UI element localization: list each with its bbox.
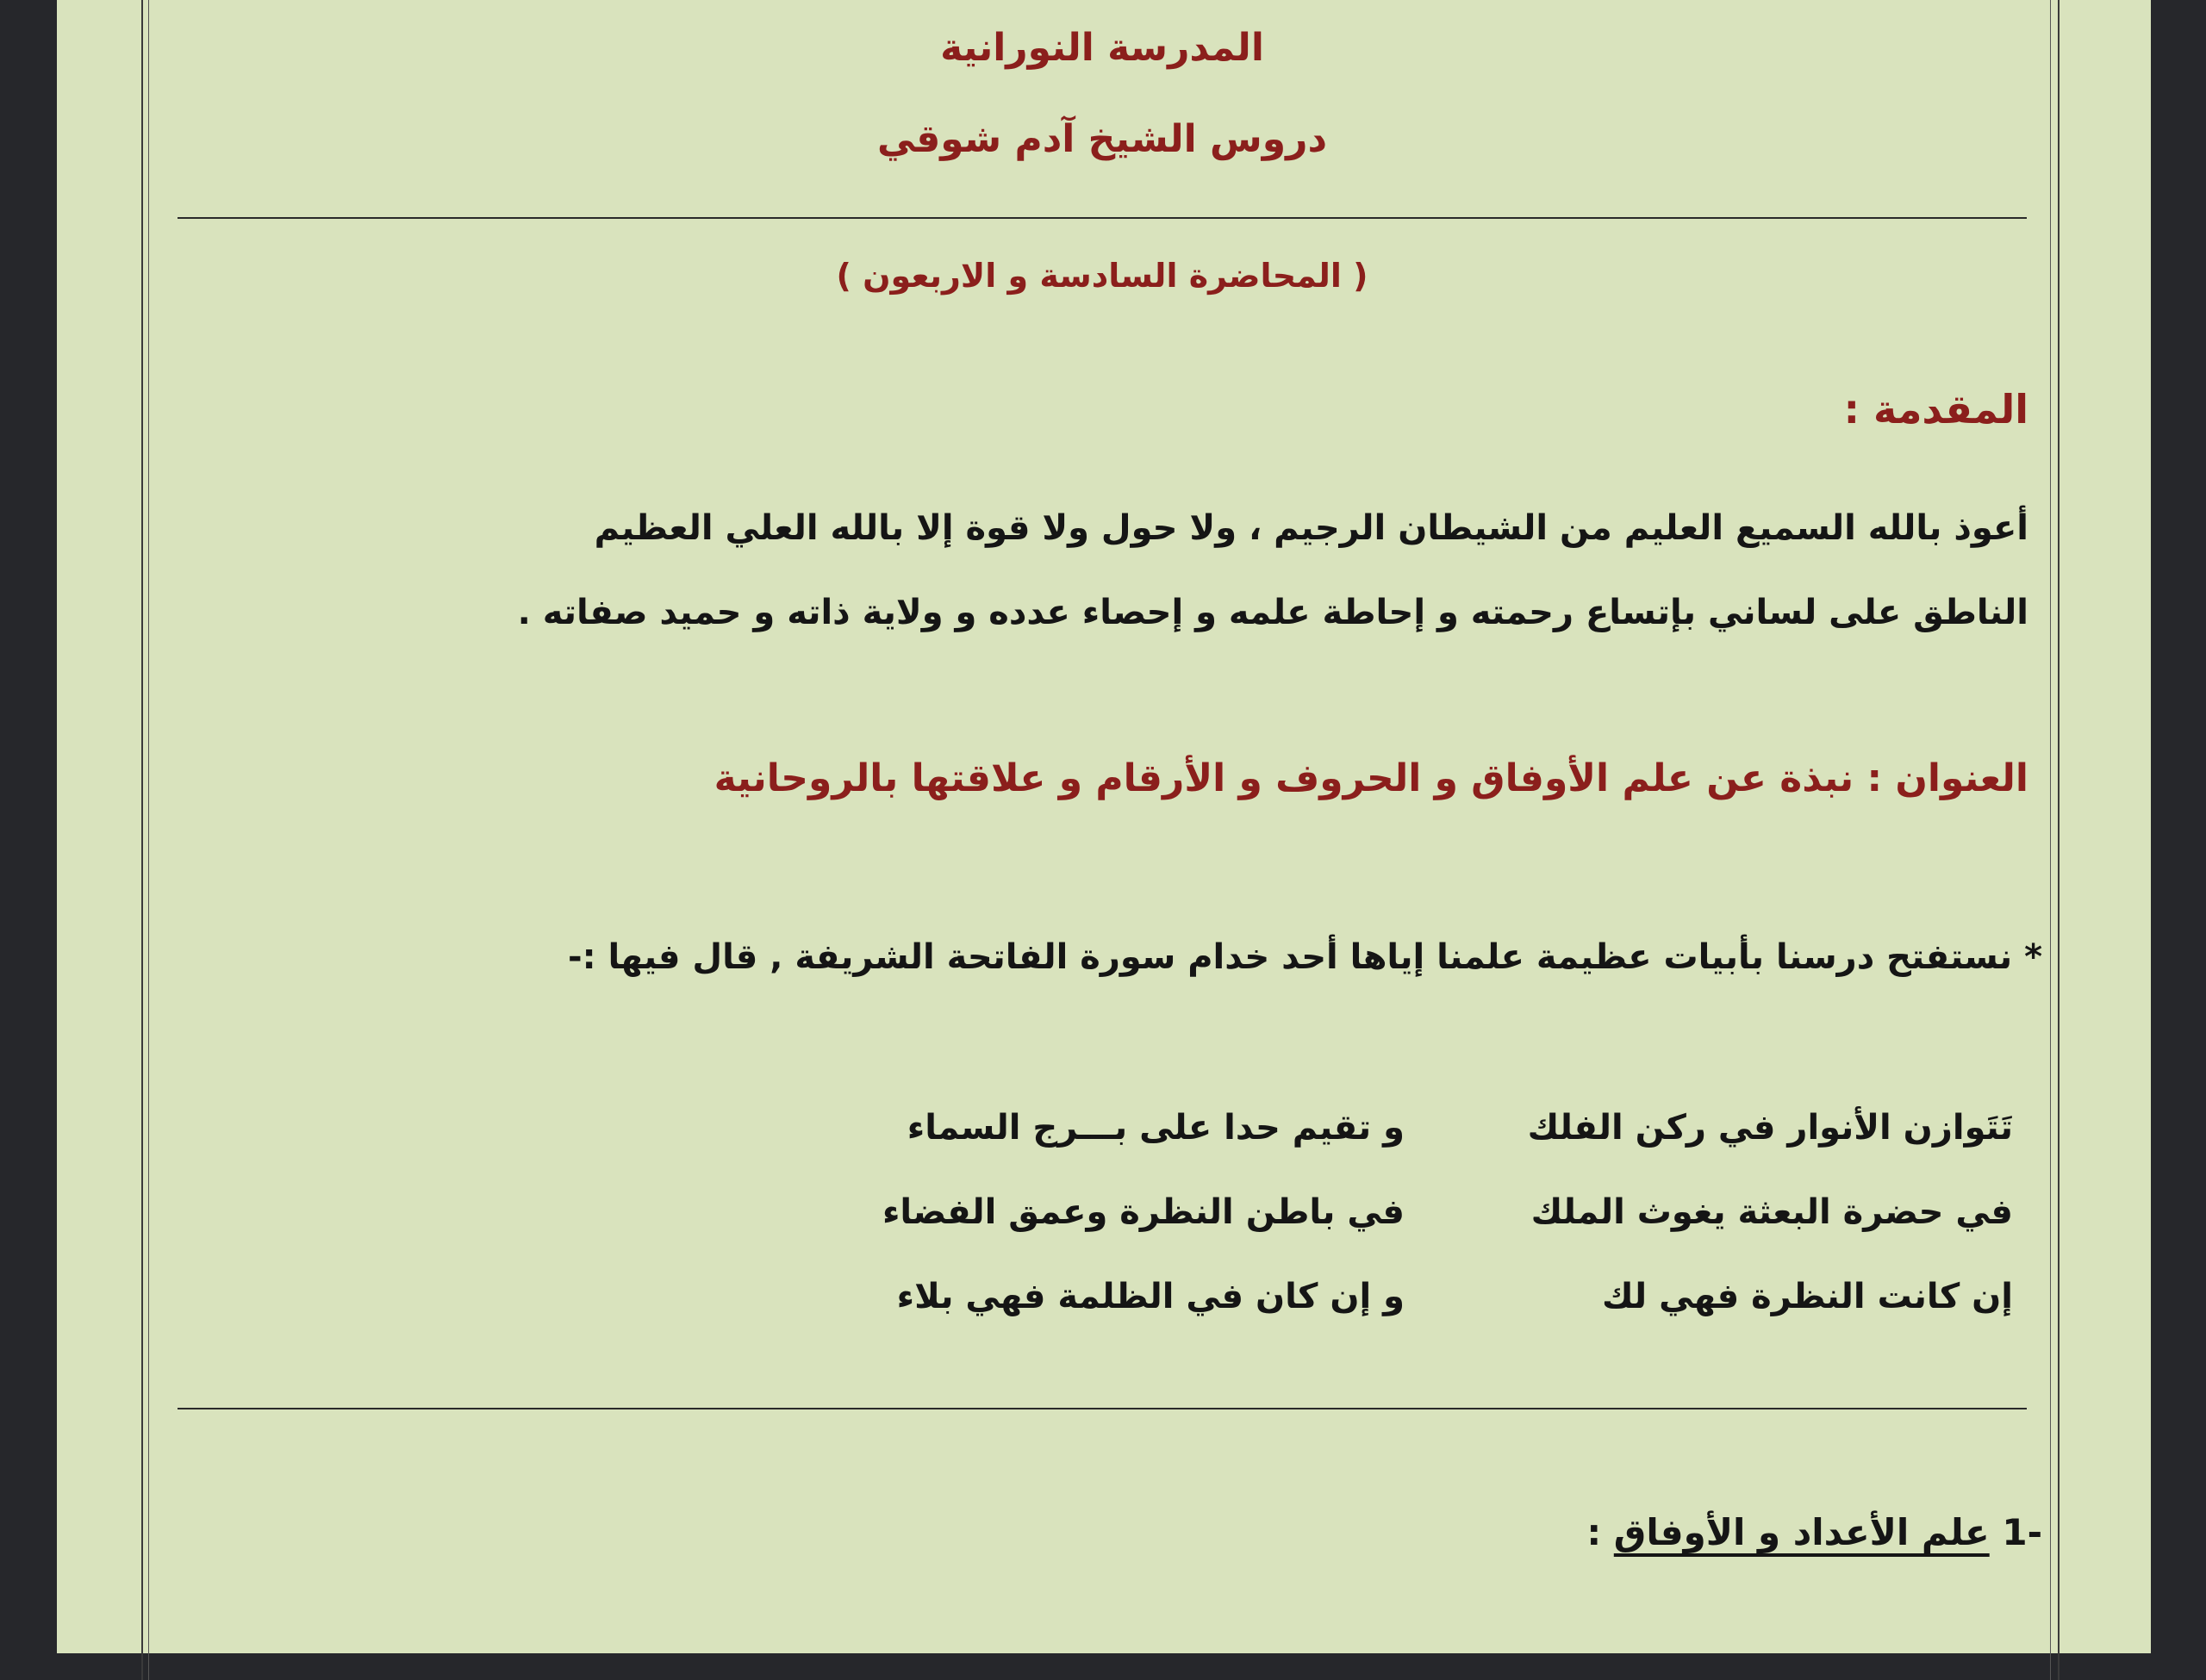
lessons-title: دروس الشيخ آدم شوقي (876, 117, 1328, 161)
intro-line-2: الناطق على لساني بإتساع رحمته و إحاطة علمه و إحصاء عدده و ولاية ذاته و حميد صفاته . (517, 593, 2028, 632)
section-1-colon: : (1586, 1511, 1602, 1553)
poem-line-3-first: إن كانت النظرة فهي لك (1601, 1277, 2013, 1316)
poem-line-3-second: و إن كان في الظلمة فهي بلاء (896, 1277, 1405, 1316)
poem-line-1-first: تَتَوازن الأنوار في ركن الفلك (1527, 1108, 2013, 1148)
poem-line-2-first: في حضرة البعثة يغوث الملك (1530, 1192, 2013, 1232)
poem-line-1-second: و تقيم حدا على بـــرج السماء (907, 1108, 1405, 1148)
section-1-title: علم الأعداد و الأوفاق (1613, 1511, 1990, 1553)
poem-line-2-second: في باطن النظرة وعمق الفضاء (882, 1192, 1405, 1232)
page-border-inner (148, 0, 2051, 1680)
lesson-title: العنوان : نبذة عن علم الأوفاق و الحروف و الأرقام و علاقتها بالروحانية (714, 756, 2028, 800)
lecture-number: ( المحاضرة السادسة و الاربعون ) (836, 257, 1368, 295)
school-name: المدرسة النورانية (940, 26, 1264, 70)
document-page (57, 0, 2151, 1653)
header-divider (178, 217, 2027, 219)
section-1-heading (1586, 1511, 2042, 1553)
intro-heading: المقدمة : (1843, 386, 2028, 432)
section-1-number: -1 (2002, 1511, 2042, 1553)
intro-line-1: أعوذ بالله السميع العليم من الشيطان الرجيم ، ولا حول ولا قوة إلا بالله العلي العظيم (594, 508, 2028, 548)
opening-statement: * نستفتح درسنا بأبيات عظيمة علمنا إياها أحد خدام سورة الفاتحة الشريفة , قال فيها :- (568, 937, 2042, 977)
section-divider (178, 1408, 2027, 1409)
